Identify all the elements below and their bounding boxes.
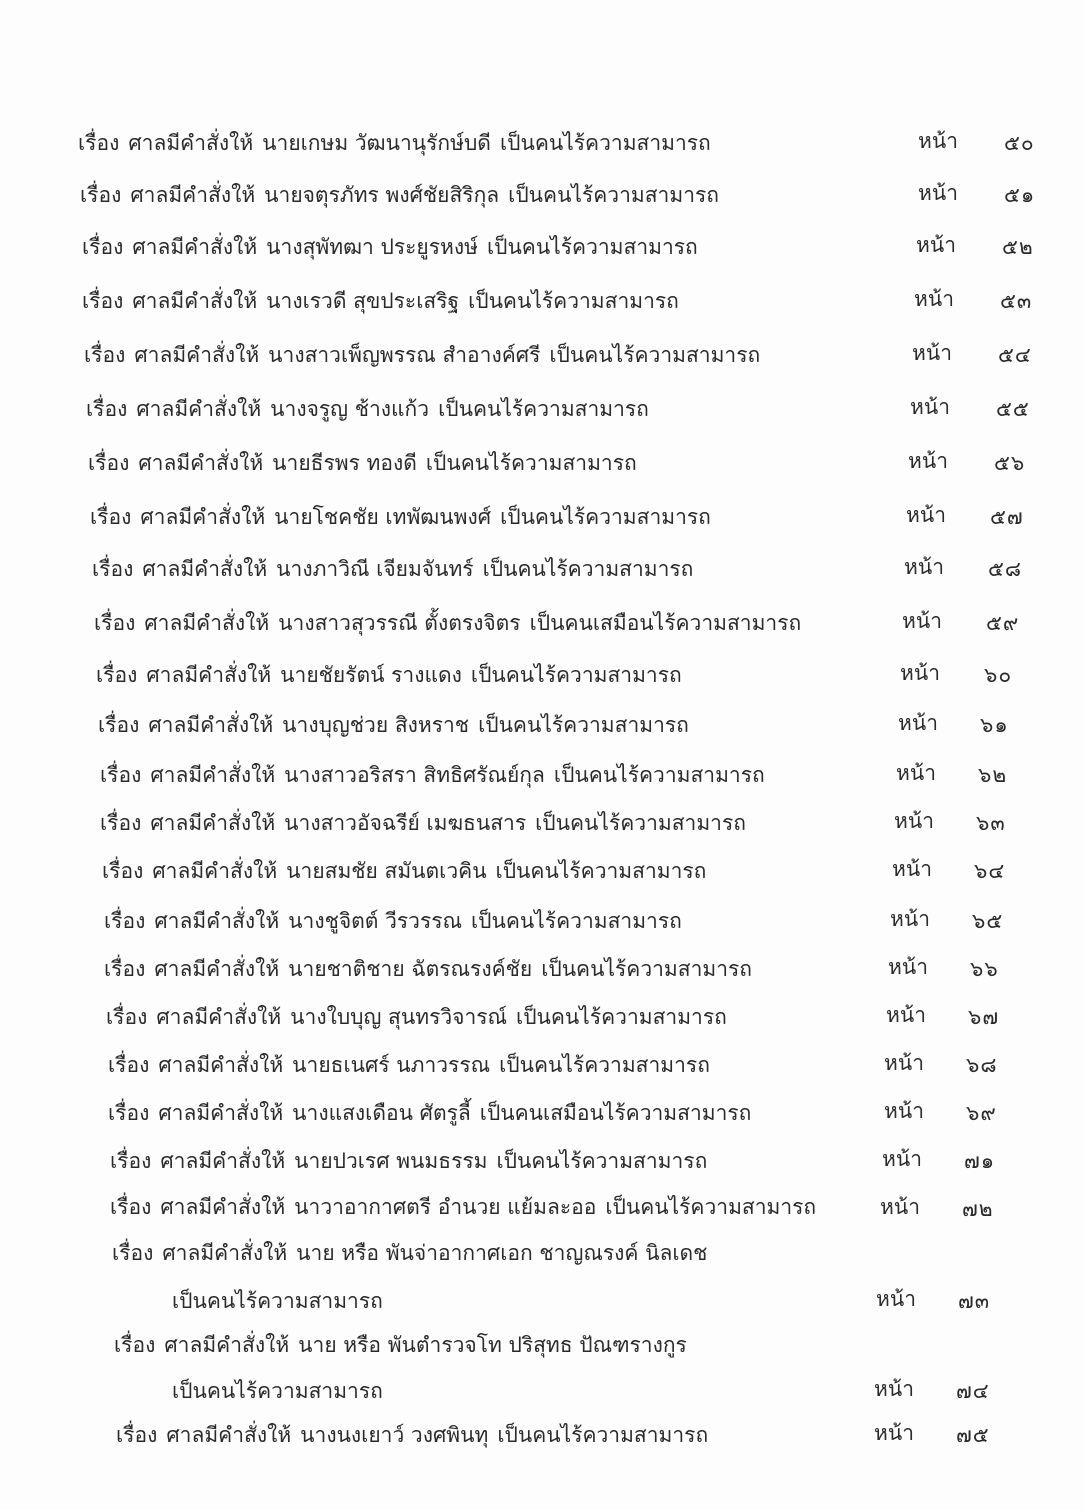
entry-status: เป็นคนไร้ความสามารถ [508, 183, 719, 207]
entry-name: นางบุญช่วย สิงหราช [282, 713, 470, 737]
page-number: ๗๒ [962, 1197, 994, 1221]
entry-status: เป็นคนไร้ความสามารถ [499, 131, 711, 155]
entry-name: นางจรูญ ช้างแก้ว [270, 397, 430, 421]
entry-name: นาวาอากาศตรี อำนวย แย้มละออ [294, 1195, 597, 1219]
entry-prefix: เรื่อง [94, 611, 136, 635]
page-number: ๗๑ [964, 1149, 996, 1173]
entry-name: นายธีรพร ทองดี [272, 451, 417, 475]
entry-status: เป็นคนไร้ความสามารถ [516, 1005, 727, 1029]
entry-name: นางสาวอริสรา สิทธิศรัณย์กุล [284, 763, 545, 787]
entry-order: ศาลมีคำสั่งให้ [164, 1333, 290, 1357]
entry-status: เป็นคนไร้ความสามารถ [541, 957, 753, 981]
page-number: ๗๓ [958, 1289, 991, 1313]
page-label: หน้า [912, 341, 952, 365]
entry-prefix: เรื่อง [84, 343, 126, 367]
entry-status: เป็นคนไร้ความสามารถ [553, 763, 765, 787]
page-number: ๗๕ [956, 1423, 990, 1447]
page-number: ๕๖ [994, 451, 1026, 475]
entry-order: ศาลมีคำสั่งให้ [128, 131, 254, 155]
entry-prefix: เรื่อง [114, 1333, 156, 1357]
page-label: หน้า [890, 907, 930, 931]
page-number: ๖๙ [966, 1101, 997, 1125]
entry-prefix: เรื่อง [100, 811, 142, 835]
page-number: ๕๕ [996, 397, 1030, 421]
entry-order: ศาลมีคำสั่งให้ [138, 451, 264, 475]
page-label: หน้า [874, 1421, 914, 1445]
entry-status: เป็นคนไร้ความสามารถ [497, 1423, 709, 1447]
entry-order: ศาลมีคำสั่งให้ [160, 1195, 286, 1219]
entry-name: นาย หรือ พันตำรวจโท ปริสุทธ ปัณฑรางกูร [298, 1333, 687, 1357]
page-number: ๕๗ [990, 505, 1024, 529]
entry-order: ศาลมีคำสั่งให้ [166, 1423, 292, 1447]
entry-order: ศาลมีคำสั่งให้ [162, 1241, 288, 1265]
page-label: หน้า [874, 1377, 914, 1401]
page-number: ๖๑ [980, 713, 1009, 737]
entry-name: นายจตุรภัทร พงศ์ชัยสิริกุล [264, 183, 500, 207]
page-label: หน้า [884, 1051, 924, 1075]
page-number: ๖๐ [984, 663, 1013, 687]
entry-prefix: เรื่อง [110, 1149, 152, 1173]
entry-status: เป็นคนไร้ความสามารถ [172, 1289, 383, 1313]
page-label: หน้า [902, 609, 942, 633]
entry-status: เป็นคนไร้ความสามารถ [471, 909, 682, 933]
entry-name: นางใบบุญ สุนทรวิจารณ์ [290, 1005, 508, 1029]
entry-prefix: เรื่อง [100, 763, 142, 787]
page-label: หน้า [918, 129, 958, 153]
entry-order: ศาลมีคำสั่งให้ [136, 397, 262, 421]
page-number: ๖๖ [970, 957, 999, 981]
entry-order: ศาลมีคำสั่งให้ [158, 1053, 284, 1077]
entry-status: เป็นคนเสมือนไร้ความสามารถ [529, 611, 802, 635]
entry-order: ศาลมีคำสั่งให้ [156, 1005, 282, 1029]
entry-prefix: เรื่อง [88, 451, 130, 475]
entry-prefix: เรื่อง [82, 289, 124, 313]
entry-name: นางแสงเดือน ศัตรูลี้ [292, 1101, 471, 1125]
page-number: ๗๔ [956, 1379, 990, 1403]
page-label: หน้า [908, 449, 948, 473]
entry-status: เป็นคนไร้ความสามารถ [470, 663, 682, 687]
page-number: ๕๘ [988, 557, 1023, 581]
page-label: หน้า [888, 955, 928, 979]
page-number: ๖๗ [968, 1005, 1000, 1029]
entry-prefix: เรื่อง [96, 663, 138, 687]
entry-name: นายโชคชัย เทพัฒนพงศ์ [274, 505, 492, 529]
page-number: ๖๘ [966, 1053, 998, 1077]
entry-name: นาย หรือ พันจ่าอากาศเอก ชาญณรงค์ นิลเดช [296, 1241, 708, 1265]
entry-order: ศาลมีคำสั่งให้ [150, 811, 276, 835]
entry-prefix: เรื่อง [102, 859, 144, 883]
entry-status: เป็นคนเสมือนไร้ความสามารถ [479, 1101, 752, 1125]
page-label: หน้า [916, 233, 956, 257]
entry-name: นางสาวอัจฉรีย์ เมฆธนสาร [284, 811, 527, 835]
page-number: ๕๐ [1004, 131, 1035, 155]
entry-name: นางสุพัทฒา ประยูรหงษ์ [266, 235, 478, 259]
entry-name: นายสมชัย สมันตเวคิน [286, 859, 487, 883]
page-number: ๕๓ [1000, 289, 1033, 313]
entry-prefix: เรื่อง [90, 505, 132, 529]
page-number: ๕๒ [1002, 235, 1034, 259]
entry-prefix: เรื่อง [110, 1195, 152, 1219]
entry-prefix: เรื่อง [92, 557, 134, 581]
entry-status: เป็นคนไร้ความสามารถ [478, 713, 689, 737]
page-label: หน้า [904, 555, 944, 579]
entry-name: นายธเนศร์ นภาวรรณ [292, 1053, 491, 1077]
entry-status: เป็นคนไร้ความสามารถ [482, 557, 694, 581]
page-label: หน้า [896, 761, 936, 785]
entry-status: เป็นคนไร้ความสามารถ [500, 505, 711, 529]
page-label: หน้า [884, 1099, 924, 1123]
entry-name: นางเรวดี สุขประเสริฐ [266, 289, 460, 313]
entry-status: เป็นคนไร้ความสามารถ [425, 451, 637, 475]
entry-status: เป็นคนไร้ความสามารถ [499, 1053, 710, 1077]
entry-status: เป็นคนไร้ความสามารถ [172, 1379, 383, 1403]
entry-prefix: เรื่อง [104, 909, 146, 933]
entry-prefix: เรื่อง [98, 713, 140, 737]
entry-order: ศาลมีคำสั่งให้ [160, 1149, 286, 1173]
entry-order: ศาลมีคำสั่งให้ [134, 343, 260, 367]
entry-status: เป็นคนไร้ความสามารถ [438, 397, 649, 421]
entry-name: นางสาวสุวรรณี ตั้งตรงจิตร [278, 611, 521, 635]
page-label: หน้า [876, 1287, 916, 1311]
entry-status: เป็นคนไร้ความสามารถ [495, 859, 707, 883]
entry-prefix: เรื่อง [86, 397, 128, 421]
page-label: หน้า [910, 395, 950, 419]
entry-status: เป็นคนไร้ความสามารถ [486, 235, 698, 259]
entry-order: ศาลมีคำสั่งให้ [146, 663, 272, 687]
entry-order: ศาลมีคำสั่งให้ [140, 505, 266, 529]
entry-name: นางสาวเพ็ญพรรณ สำอางค์ศรี [268, 343, 541, 367]
entry-name: นายปวเรศ พนมธรรม [294, 1149, 488, 1173]
page-label: หน้า [898, 711, 938, 735]
entry-status: เป็นคนไร้ความสามารถ [468, 289, 679, 313]
entry-prefix: เรื่อง [80, 183, 122, 207]
entry-order: ศาลมีคำสั่งให้ [132, 289, 258, 313]
page-number: ๖๔ [974, 859, 1006, 883]
entry-status: เป็นคนไร้ความสามารถ [605, 1195, 817, 1219]
page-number: ๕๑ [1004, 183, 1036, 207]
entry-prefix: เรื่อง [108, 1101, 150, 1125]
page-label: หน้า [906, 503, 946, 527]
page-label: หน้า [894, 809, 934, 833]
entry-order: ศาลมีคำสั่งให้ [158, 1101, 284, 1125]
page-number: ๕๔ [998, 343, 1032, 367]
entry-prefix: เรื่อง [108, 1053, 150, 1077]
page-label: หน้า [886, 1003, 926, 1027]
entry-order: ศาลมีคำสั่งให้ [132, 235, 258, 259]
page-label: หน้า [892, 857, 932, 881]
entry-prefix: เรื่อง [116, 1423, 158, 1447]
entry-name: นายเกษม วัฒนานุรักษ์บดี [262, 131, 491, 155]
entry-name: นางนงเยาว์ วงศพินทุ [300, 1423, 489, 1447]
page-number: ๖๕ [972, 909, 1004, 933]
page-label: หน้า [882, 1147, 922, 1171]
page-label: หน้า [914, 287, 954, 311]
entry-name: นายชัยรัตน์ รางแดง [280, 663, 462, 687]
entry-order: ศาลมีคำสั่งให้ [144, 611, 270, 635]
page-number: ๕๙ [986, 611, 1020, 635]
entry-order: ศาลมีคำสั่งให้ [150, 763, 276, 787]
page-label: หน้า [900, 661, 940, 685]
entry-order: ศาลมีคำสั่งให้ [154, 909, 280, 933]
entry-prefix: เรื่อง [106, 1005, 148, 1029]
entry-prefix: เรื่อง [82, 235, 124, 259]
entry-order: ศาลมีคำสั่งให้ [130, 183, 256, 207]
entry-status: เป็นคนไร้ความสามารถ [549, 343, 761, 367]
entry-order: ศาลมีคำสั่งให้ [152, 859, 278, 883]
entry-order: ศาลมีคำสั่งให้ [148, 713, 274, 737]
entry-order: ศาลมีคำสั่งให้ [142, 557, 268, 581]
entry-status: เป็นคนไร้ความสามารถ [496, 1149, 708, 1173]
page-label: หน้า [880, 1195, 920, 1219]
entry-order: ศาลมีคำสั่งให้ [154, 957, 280, 981]
entry-name: นางภาวิณี เจียมจันทร์ [276, 557, 474, 581]
entry-name: นายชาติชาย ฉัตรณรงค์ชัย [288, 957, 533, 981]
entry-name: นางชูจิตต์ วีรวรรณ [288, 909, 462, 933]
page-label: หน้า [918, 181, 958, 205]
entry-prefix: เรื่อง [78, 131, 120, 155]
page-number: ๖๓ [976, 811, 1006, 835]
page-number: ๖๒ [978, 763, 1008, 787]
entry-status: เป็นคนไร้ความสามารถ [535, 811, 746, 835]
entry-prefix: เรื่อง [112, 1241, 154, 1265]
entry-prefix: เรื่อง [104, 957, 146, 981]
